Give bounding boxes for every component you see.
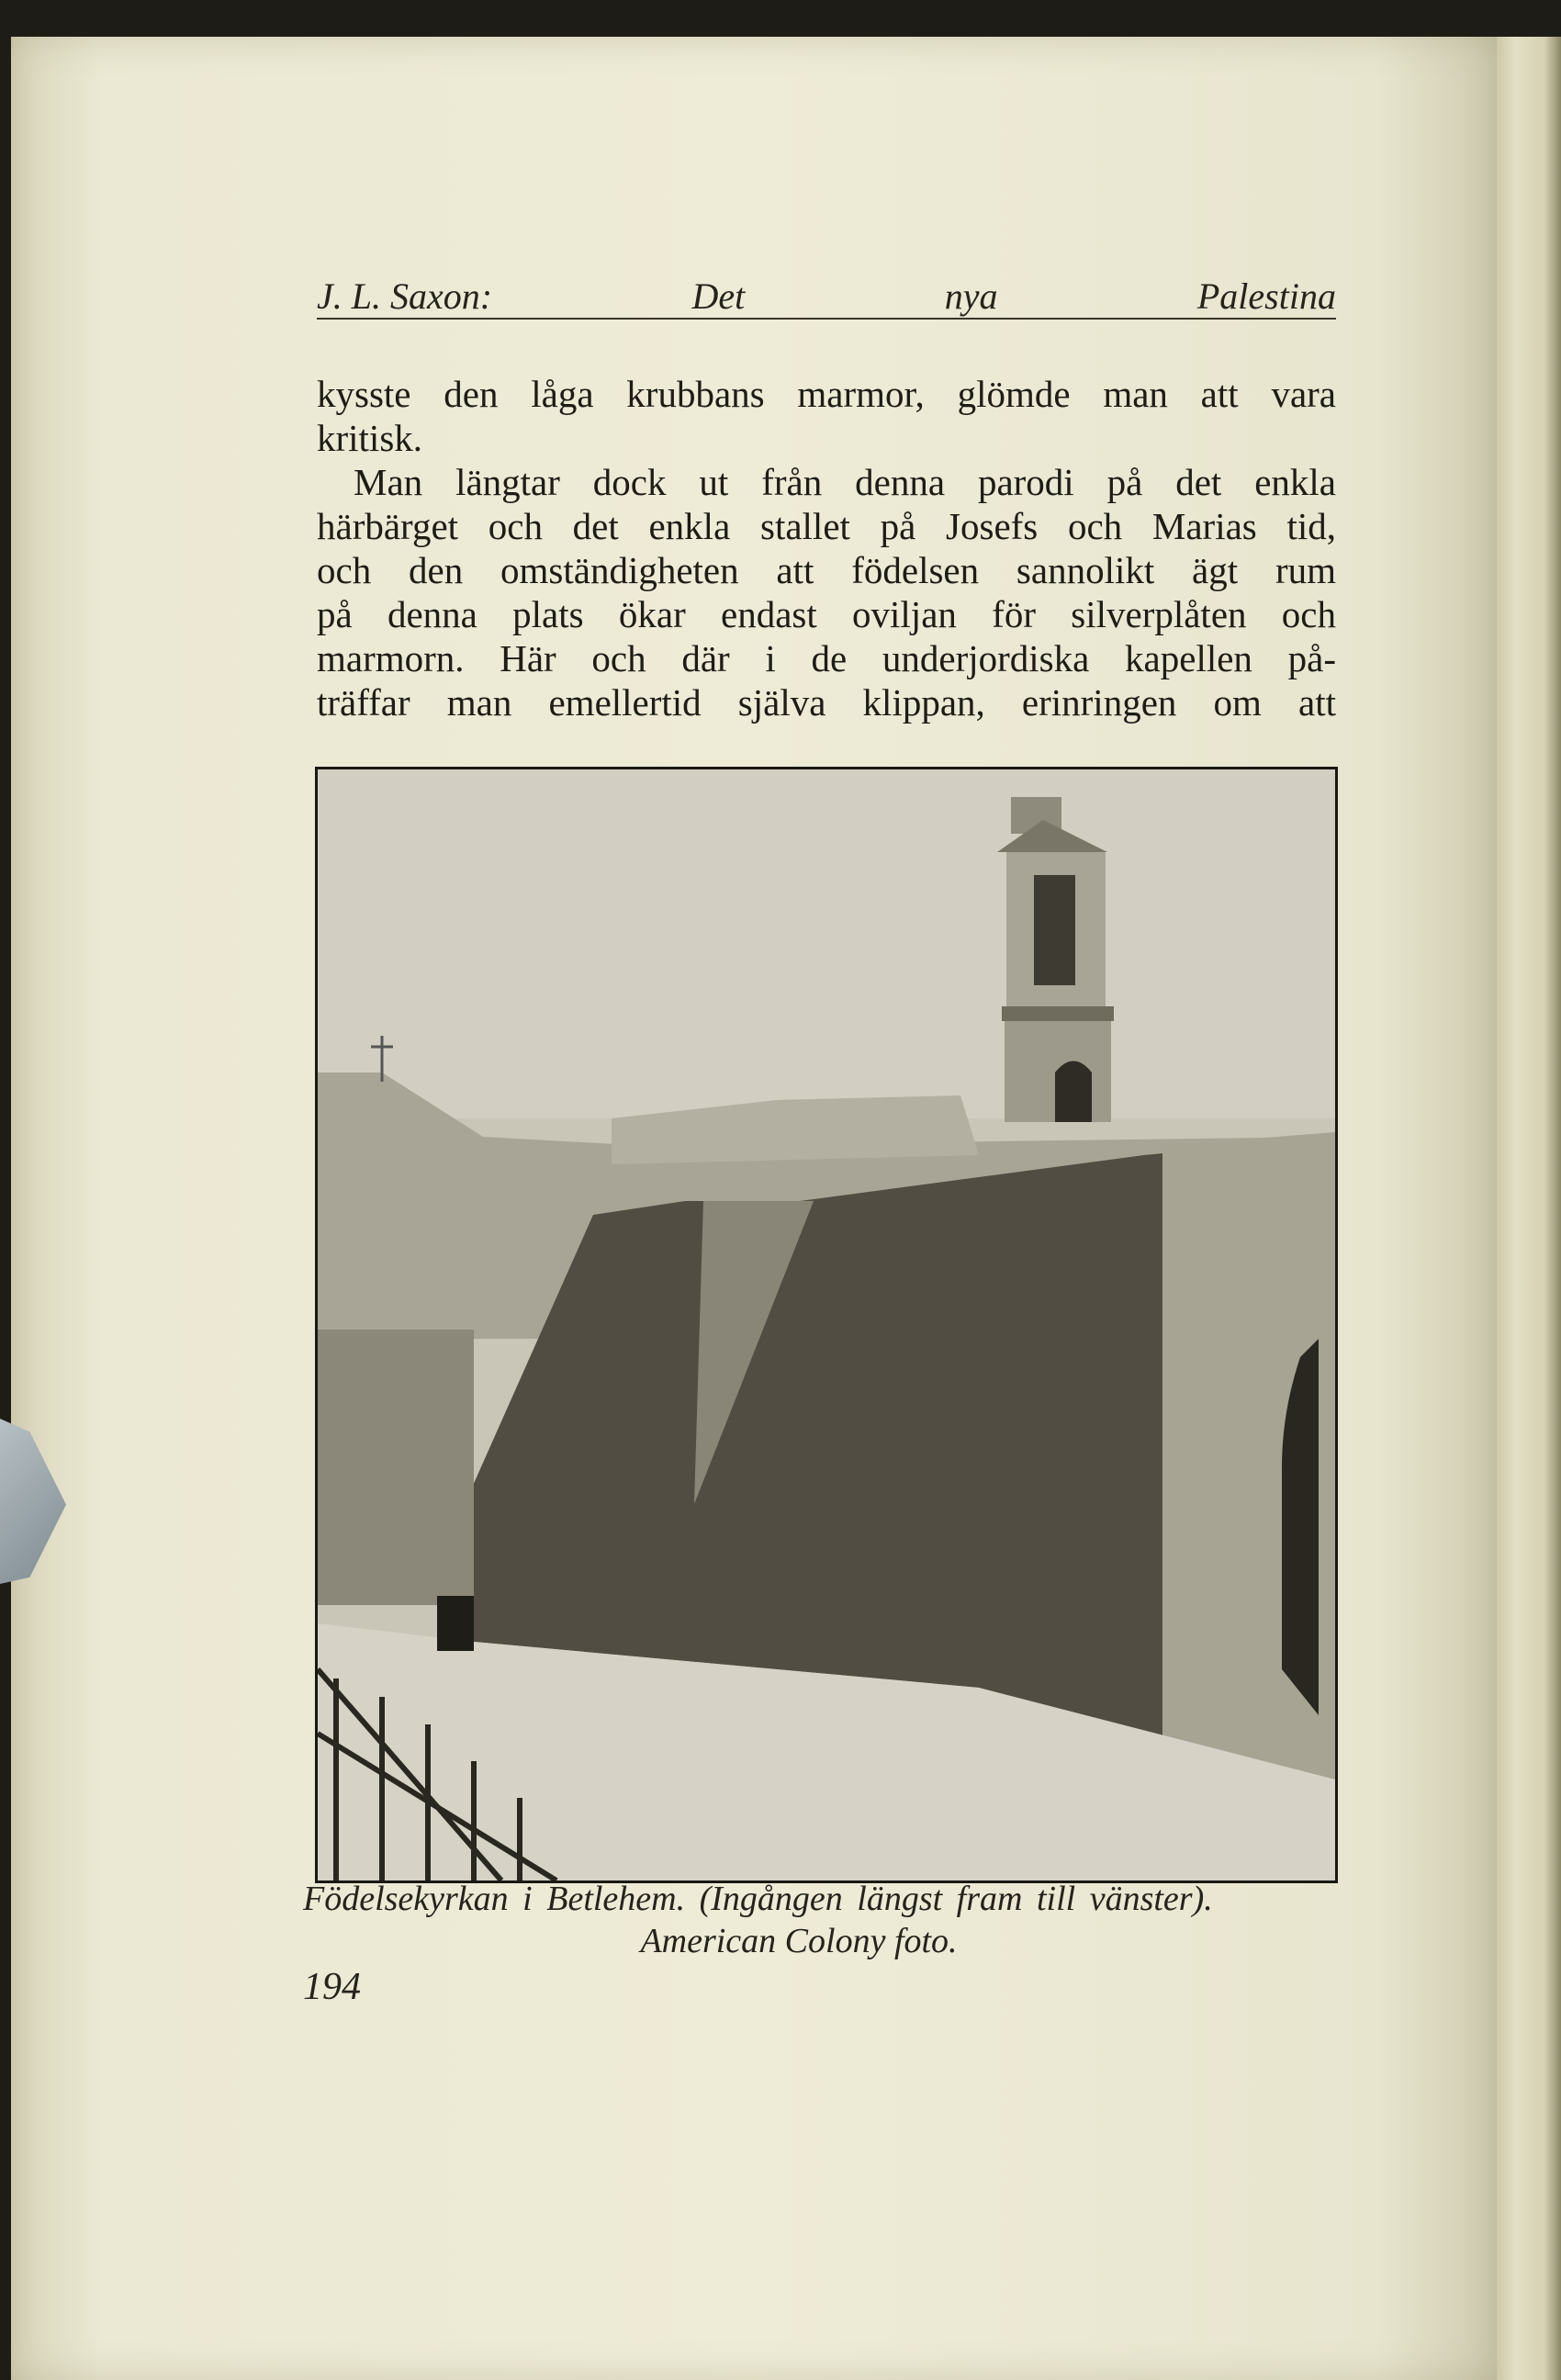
text-line: träffar man emellertid själva klippan, erinringen om att (317, 681, 1336, 724)
text-line: Man längtar dock ut från denna parodi på det enkla (354, 461, 1336, 503)
church-photo-illustration (318, 769, 1335, 1880)
body-text (317, 372, 1336, 724)
text-line: härbärget och det enkla stallet på Josefs och Marias tid, (317, 505, 1336, 547)
text-line: marmorn. Här och där i de underjordiska kapellen på- (317, 637, 1336, 679)
text-line: kysste den låga krubbans marmor, glömde man att vara (317, 373, 1336, 415)
church-photograph (315, 767, 1338, 1883)
running-head-word-2: nya (944, 275, 998, 317)
text-line: kritisk. (317, 417, 423, 459)
running-head-word-3: Palestina (1196, 275, 1336, 317)
figure-caption (303, 1878, 1350, 1962)
page-number: 194 (303, 1966, 361, 2008)
running-head (317, 264, 1336, 320)
running-head-author: J. L. Saxon: (317, 275, 493, 317)
text-line: och den omständigheten att födelsen sannolikt ägt rum (317, 549, 1336, 591)
running-head-word-1: Det (691, 275, 746, 317)
caption-line-1: Födelsekyrkan i Betlehem. (Ingången längst fram till vänster). (303, 1880, 1213, 1918)
text-line: på denna plats ökar endast oviljan för silverplåten och (317, 593, 1336, 635)
caption-line-2: American Colony foto. (640, 1922, 958, 1960)
